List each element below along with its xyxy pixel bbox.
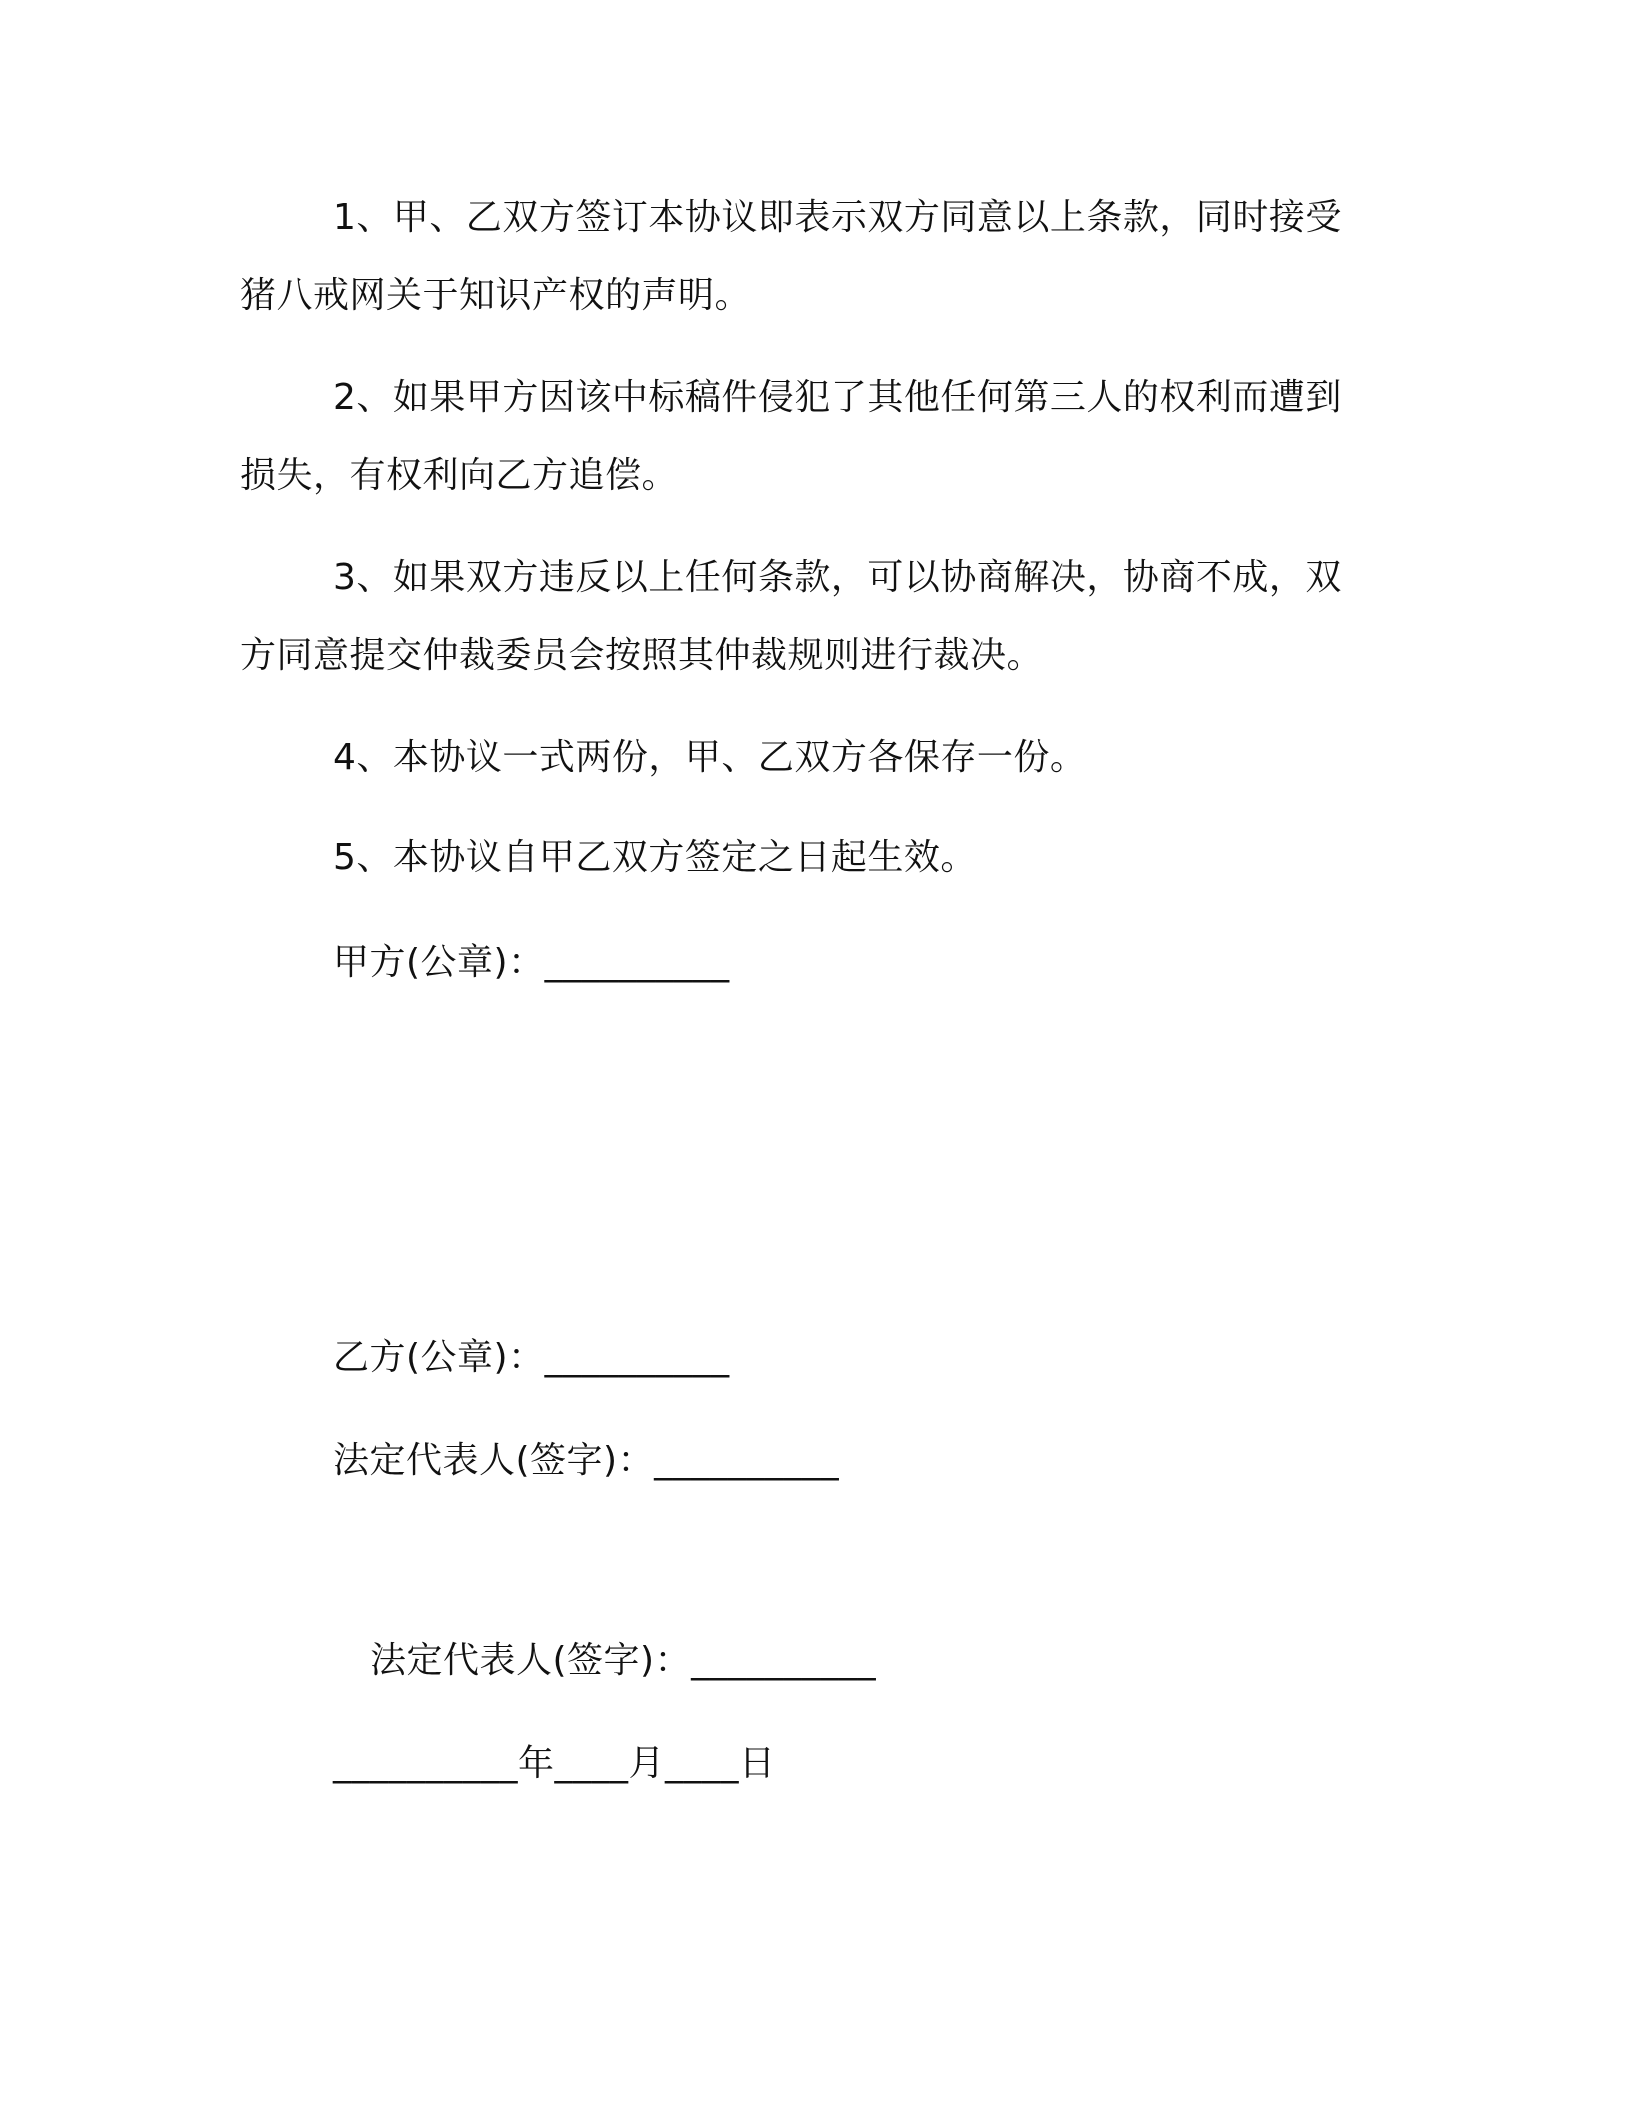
clause-5: 5、本协议自甲乙双方签定之日起生效。: [333, 837, 977, 878]
clause-3-line-1: 3、如果双方违反以上任何条款，可以协商解决，协商不成，双: [333, 557, 1342, 598]
party-b-seal-line: 乙方(公章)：__________: [333, 1337, 730, 1378]
clause-4: 4、本协议一式两份，甲、乙双方各保存一份。: [333, 737, 1087, 778]
clause-1-line-2: 猪八戒网关于知识产权的声明。: [240, 275, 752, 316]
clause-2-line-2: 损失，有权利向乙方追偿。: [240, 455, 679, 496]
clause-2-line-1: 2、如果甲方因该中标稿件侵犯了其他任何第三人的权利而遭到: [333, 377, 1342, 418]
party-a-seal-line: 甲方(公章)：__________: [333, 942, 730, 983]
legal-rep-signature-line-1: 法定代表人(签字)：__________: [333, 1440, 840, 1481]
date-line: __________年____月____日: [333, 1743, 776, 1784]
clause-3-line-2: 方同意提交仲裁委员会按照其仲裁规则进行裁决。: [240, 635, 1044, 676]
clause-1-line-1: 1、甲、乙双方签订本协议即表示双方同意以上条款，同时接受: [333, 197, 1342, 238]
legal-rep-signature-line-2: 法定代表人(签字)：__________: [370, 1640, 877, 1681]
